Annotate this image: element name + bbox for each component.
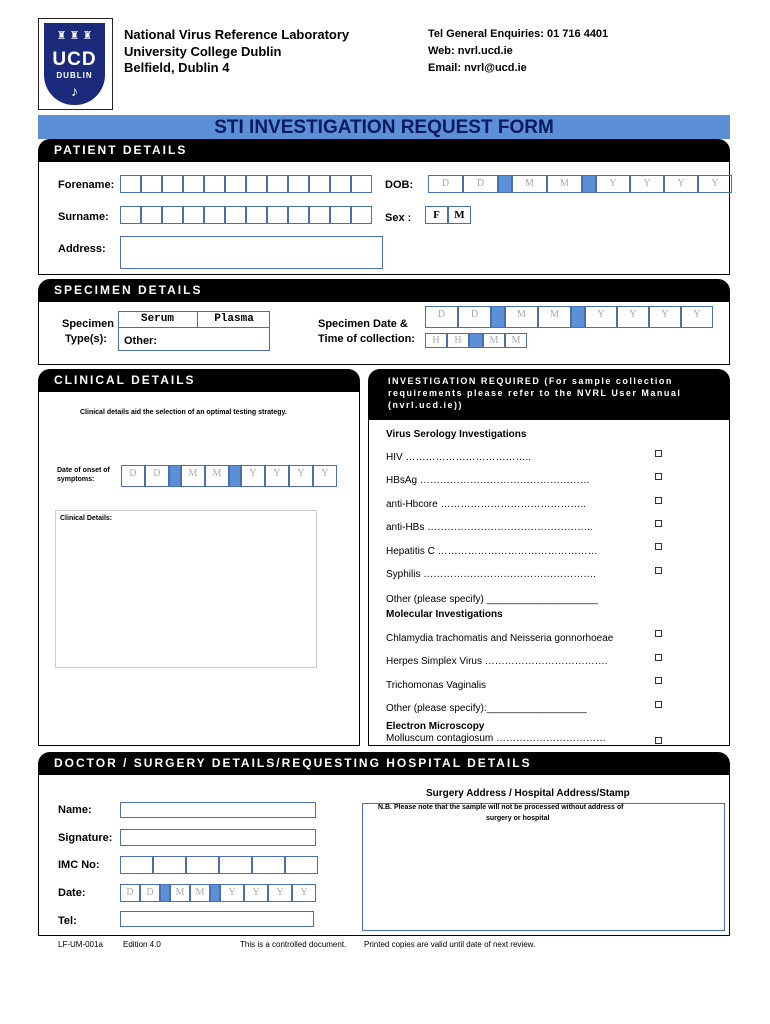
dob-year-4[interactable]: Y xyxy=(698,175,732,193)
dob-label: DOB: xyxy=(385,179,414,191)
molluscum-checkbox[interactable] xyxy=(655,737,662,744)
onset-day-2[interactable]: D xyxy=(145,465,169,487)
onset-year-4[interactable]: Y xyxy=(313,465,337,487)
investigation-title-line-3: (nvrl.ucd.ie)) xyxy=(388,400,464,410)
em-heading: Electron Microscopy xyxy=(386,721,485,732)
lab-university: University College Dublin xyxy=(124,44,282,59)
investigation-title-line-2: requirements please refer to the NVRL User Manual xyxy=(388,388,682,398)
dob-month-2[interactable]: M xyxy=(547,175,582,193)
contact-phone: Tel General Enquiries: 01 716 4401 xyxy=(428,28,609,40)
date-separator xyxy=(491,306,505,328)
form-code: LF-UM-001a xyxy=(58,940,103,949)
time-hour-1[interactable]: H xyxy=(425,333,447,348)
address-field[interactable] xyxy=(120,236,383,269)
molecular-other: Other (please specify):__________________ xyxy=(386,703,587,714)
nb-note-line-2: surgery or hospital xyxy=(486,815,550,822)
serum-option[interactable]: Serum xyxy=(118,311,198,328)
doc-year-1[interactable]: Y xyxy=(220,884,244,902)
specimen-date-label-1: Specimen Date & xyxy=(318,318,408,330)
surname-cells[interactable] xyxy=(120,206,372,224)
tel-field[interactable] xyxy=(120,911,314,927)
specimen-type-label-1: Specimen xyxy=(62,318,114,330)
sex-label: Sex : xyxy=(385,212,412,224)
form-title: STI INVESTIGATION REQUEST FORM xyxy=(38,115,730,139)
spec-day-1[interactable]: D xyxy=(425,306,458,328)
clinical-section-header: CLINICAL DETAILS xyxy=(38,369,360,391)
onset-day-1[interactable]: D xyxy=(121,465,145,487)
specimen-date-cells[interactable] xyxy=(425,306,713,328)
doc-year-3[interactable]: Y xyxy=(268,884,292,902)
anti-hbcore-checkbox[interactable] xyxy=(655,497,662,504)
time-separator xyxy=(469,333,483,348)
investigation-section xyxy=(368,419,730,746)
molecular-chlamydia: Chlamydia trachomatis and Neisseria gonnorhoeae xyxy=(386,633,614,644)
dob-separator xyxy=(498,175,512,193)
spec-year-1[interactable]: Y xyxy=(585,306,617,328)
herpes-checkbox[interactable] xyxy=(655,654,662,661)
plasma-option[interactable]: Plasma xyxy=(198,311,270,328)
signature-label: Signature: xyxy=(58,832,113,844)
forename-label: Forename: xyxy=(58,179,115,191)
time-min-2[interactable]: M xyxy=(505,333,527,348)
onset-year-3[interactable]: Y xyxy=(289,465,313,487)
serology-heading: Virus Serology Investigations xyxy=(386,429,527,440)
nb-note-line-1: N.B. Please note that the sample will not be processed without address of xyxy=(378,804,624,811)
logo-subtext: DUBLIN xyxy=(56,71,93,80)
hbsag-checkbox[interactable] xyxy=(655,473,662,480)
lab-name: National Virus Reference Laboratory xyxy=(124,27,350,42)
specimen-section-header: SPECIMEN DETAILS xyxy=(38,279,730,301)
lab-address: Belfield, Dublin 4 xyxy=(124,60,230,75)
doc-month-2[interactable]: M xyxy=(190,884,210,902)
molecular-trichomonas: Trichomonas Vaginalis xyxy=(386,680,487,691)
contact-web: Web: nvrl.ucd.ie xyxy=(428,45,513,57)
doc-day-1[interactable]: D xyxy=(120,884,140,902)
spec-month-2[interactable]: M xyxy=(538,306,571,328)
surname-label: Surname: xyxy=(58,211,109,223)
clinical-details-field[interactable] xyxy=(55,510,317,668)
name-field[interactable] xyxy=(120,802,316,818)
date-label: Date: xyxy=(58,887,86,899)
specimen-time-cells[interactable] xyxy=(425,333,527,348)
contact-email: Email: nvrl@ucd.ie xyxy=(428,62,527,74)
onset-month-2[interactable]: M xyxy=(205,465,229,487)
harp-icon: ♪ xyxy=(71,83,78,99)
time-hour-2[interactable]: H xyxy=(447,333,469,348)
spec-month-1[interactable]: M xyxy=(505,306,538,328)
dob-cells[interactable] xyxy=(428,175,732,193)
serology-hbsag: HBsAg …………………………………………… xyxy=(386,475,590,486)
forename-cells[interactable] xyxy=(120,175,372,193)
spec-year-4[interactable]: Y xyxy=(681,306,713,328)
doctor-date-cells[interactable] xyxy=(120,884,316,902)
logo-text: UCD xyxy=(52,49,97,70)
em-molluscum: Molluscum contagiosum …………………………… xyxy=(386,733,607,744)
sex-m-option[interactable]: M xyxy=(448,206,471,224)
onset-label-1: Date of onset of xyxy=(57,467,110,474)
dob-month-1[interactable]: M xyxy=(512,175,547,193)
onset-separator xyxy=(229,465,241,487)
castles-icon: ♜ ♜ ♜ xyxy=(56,30,93,42)
sex-f-option[interactable]: F xyxy=(425,206,448,224)
controlled-note: This is a controlled document. xyxy=(240,940,347,949)
surgery-address-field[interactable] xyxy=(362,803,725,931)
molecular-herpes: Herpes Simplex Virus ………………………………. xyxy=(386,656,608,667)
signature-field[interactable] xyxy=(120,829,316,846)
doctor-section-header: DOCTOR / SURGERY DETAILS/REQUESTING HOSPITAL DETAILS xyxy=(38,752,730,774)
anti-hbs-checkbox[interactable] xyxy=(655,520,662,527)
spec-year-3[interactable]: Y xyxy=(649,306,681,328)
patient-section-header: PATIENT DETAILS xyxy=(38,139,730,161)
name-label: Name: xyxy=(58,804,92,816)
time-min-1[interactable]: M xyxy=(483,333,505,348)
onset-separator xyxy=(169,465,181,487)
doc-year-2[interactable]: Y xyxy=(244,884,268,902)
investigation-header xyxy=(388,375,681,411)
hiv-checkbox[interactable] xyxy=(655,450,662,457)
serology-other: Other (please specify) ____________________ xyxy=(386,594,598,605)
syphilis-checkbox[interactable] xyxy=(655,567,662,574)
clinical-note: Clinical details aid the selection of an optimal testing strategy. xyxy=(80,409,287,416)
doc-year-4[interactable]: Y xyxy=(292,884,316,902)
hepatitis-c-checkbox[interactable] xyxy=(655,543,662,550)
spec-year-2[interactable]: Y xyxy=(617,306,649,328)
onset-year-1[interactable]: Y xyxy=(241,465,265,487)
serology-anti-hbs: anti-HBs ………………………………………….. xyxy=(386,522,593,533)
sex-options[interactable] xyxy=(425,206,471,224)
specimen-other-label: Other: xyxy=(124,335,157,347)
doc-day-2[interactable]: D xyxy=(140,884,160,902)
spec-day-2[interactable]: D xyxy=(458,306,491,328)
doc-date-separator xyxy=(210,884,220,902)
molecular-heading: Molecular Investigations xyxy=(386,609,503,620)
imc-label: IMC No: xyxy=(58,859,100,871)
date-separator xyxy=(571,306,585,328)
ucd-logo xyxy=(38,18,113,110)
doc-month-1[interactable]: M xyxy=(170,884,190,902)
dob-year-2[interactable]: Y xyxy=(630,175,664,193)
imc-cells[interactable] xyxy=(120,856,318,874)
specimen-date-label-2: Time of collection: xyxy=(318,333,415,345)
serology-hepatitis-c: Hepatitis C ………………………………………… xyxy=(386,546,598,557)
onset-date-cells[interactable] xyxy=(121,465,337,487)
dob-day-1[interactable]: D xyxy=(428,175,463,193)
onset-month-1[interactable]: M xyxy=(181,465,205,487)
clinical-details-label: Clinical Details: xyxy=(60,515,113,522)
edition: Edition 4.0 xyxy=(123,940,161,949)
serology-syphilis: Syphilis ……………………………………………. xyxy=(386,569,597,580)
molecular-other-checkbox[interactable] xyxy=(655,701,662,708)
tel-label: Tel: xyxy=(58,915,77,927)
onset-label-2: symptoms: xyxy=(57,476,95,483)
dob-separator xyxy=(582,175,596,193)
trichomonas-checkbox[interactable] xyxy=(655,677,662,684)
chlamydia-checkbox[interactable] xyxy=(655,630,662,637)
address-label: Address: xyxy=(58,243,106,255)
serology-anti-hbcore: anti-Hbcore …………………………………….. xyxy=(386,499,587,510)
investigation-title-line-1: INVESTIGATION REQUIRED (For sample collection xyxy=(388,376,673,386)
dob-year-3[interactable]: Y xyxy=(664,175,698,193)
onset-year-2[interactable]: Y xyxy=(265,465,289,487)
specimen-type-label-2: Type(s): xyxy=(65,333,107,345)
dob-day-2[interactable]: D xyxy=(463,175,498,193)
surgery-address-heading: Surgery Address / Hospital Address/Stamp xyxy=(426,788,630,799)
doc-date-separator xyxy=(160,884,170,902)
dob-year-1[interactable]: Y xyxy=(596,175,630,193)
printed-note: Printed copies are valid until date of next review. xyxy=(364,940,536,949)
serology-hiv: HIV ……………………………….. xyxy=(386,452,532,463)
